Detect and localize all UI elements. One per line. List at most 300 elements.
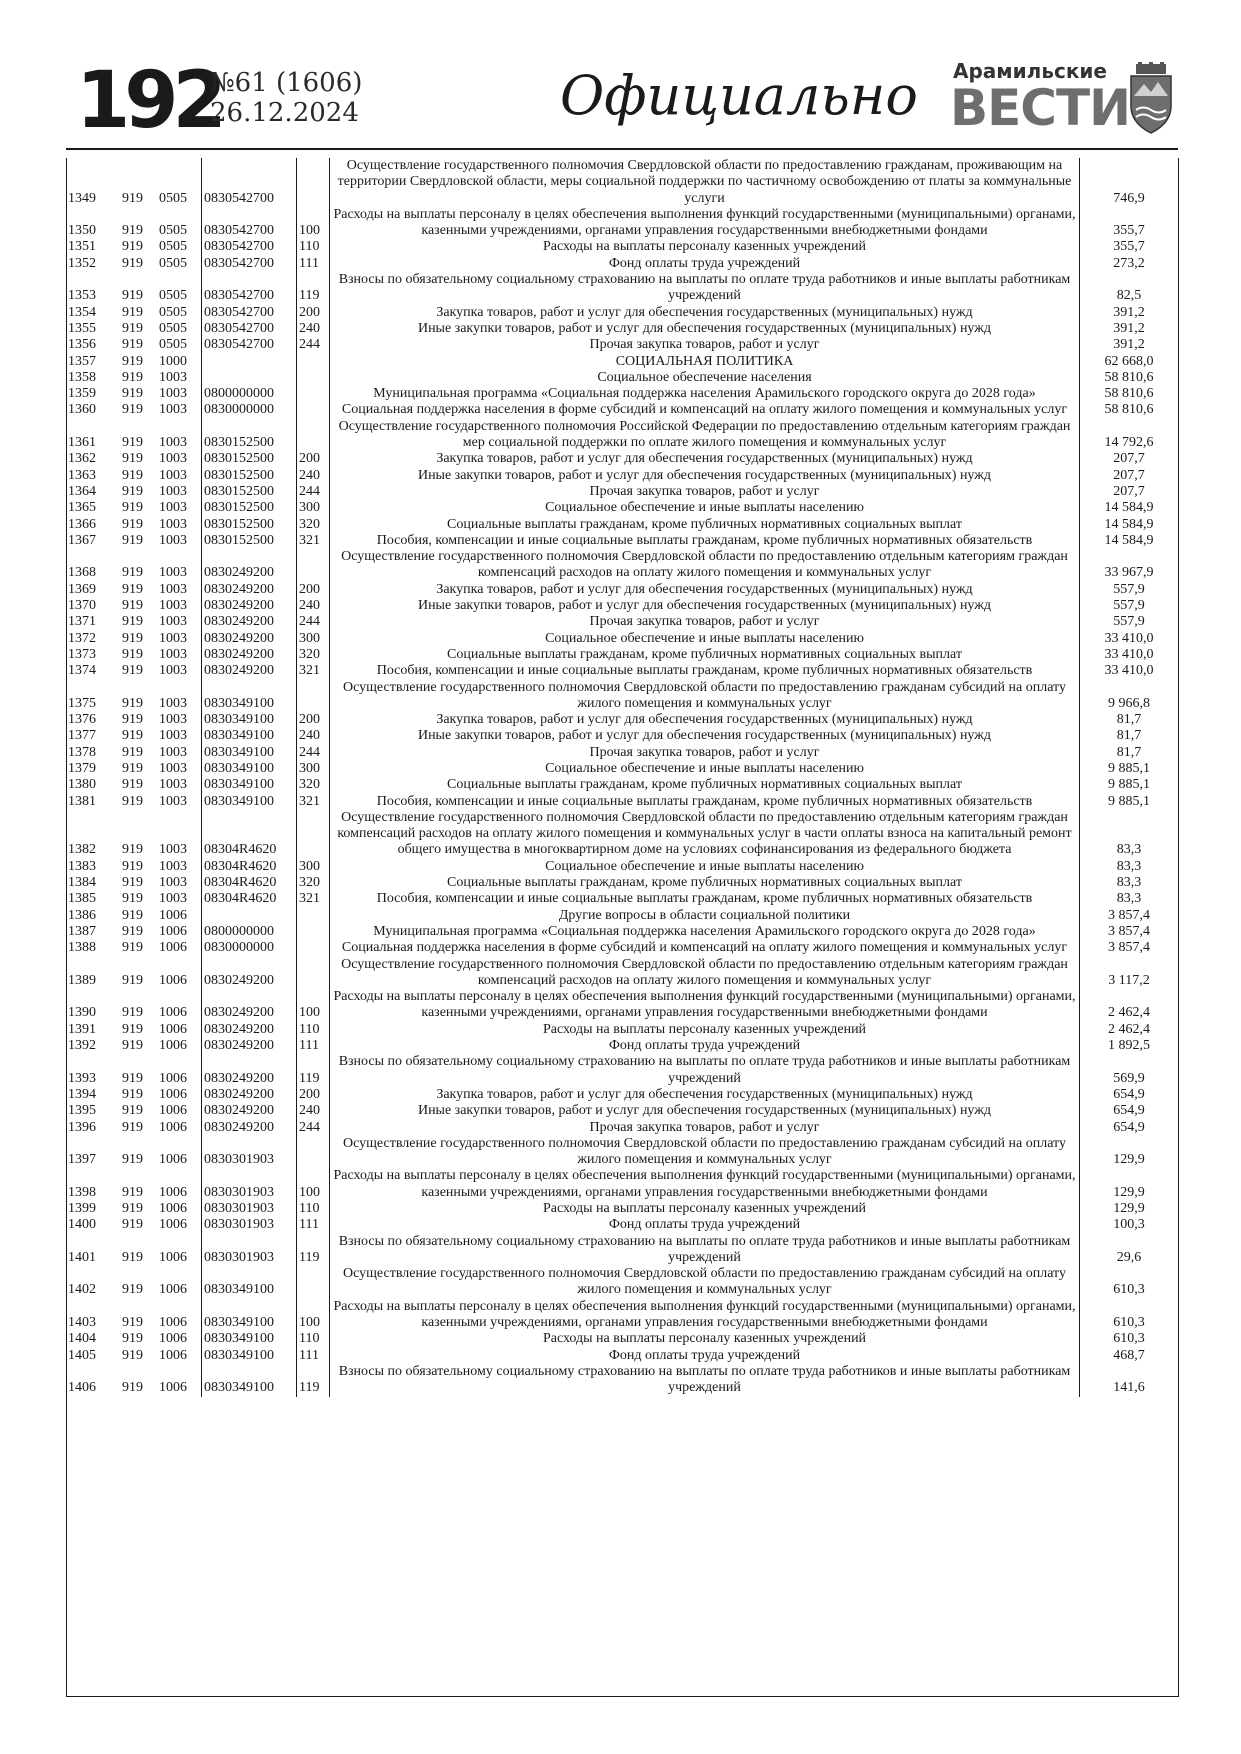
admin-code: 919: [122, 760, 143, 776]
admin-code: 919: [122, 304, 143, 320]
expense-type-code: 111: [297, 1038, 330, 1054]
table-row: [66, 1136, 1178, 1169]
row-number: 1400: [68, 1217, 96, 1233]
expense-name: Социальное обеспечение и иные выплаты населению: [330, 631, 1080, 647]
amount: 81,7: [1116, 728, 1142, 744]
amount: 207,7: [1113, 451, 1145, 467]
coat-of-arms-icon: [1128, 62, 1174, 134]
admin-code: 919: [122, 695, 143, 711]
expense-name: Социальное обеспечение населения: [330, 370, 1080, 386]
expense-name: Взносы по обязательному социальному страхованию на выплаты по оплате труда работников и иные выплаты работникам учреждений: [330, 1364, 1080, 1397]
table-frame-bottom: [66, 1696, 1179, 1697]
section-code: 1006: [157, 1201, 202, 1217]
table-row: [66, 386, 1178, 402]
row-number: 1403: [68, 1315, 96, 1331]
amount: 3 117,2: [1108, 972, 1150, 988]
amount: 83,3: [1116, 891, 1142, 907]
admin-code: 919: [122, 598, 143, 614]
expense-type-code: [297, 158, 330, 207]
expense-type-code: 244: [297, 614, 330, 630]
table-row: [66, 1331, 1178, 1347]
row-number: 1379: [68, 760, 96, 776]
section-code: 1003: [157, 810, 202, 859]
admin-code: 919: [122, 190, 143, 206]
table-row: [66, 402, 1178, 418]
expense-type-code: 321: [297, 891, 330, 907]
row-number: 1383: [68, 858, 96, 874]
admin-code: 919: [122, 646, 143, 662]
row-number: 1377: [68, 728, 96, 744]
section-code: 1003: [157, 777, 202, 793]
row-number: 1378: [68, 744, 96, 760]
target-code: 0830152500: [202, 533, 297, 549]
table-row: [66, 517, 1178, 533]
section-code: 1003: [157, 468, 202, 484]
amount: 9 885,1: [1108, 760, 1150, 776]
table-row: [66, 875, 1178, 891]
section-code: 1003: [157, 745, 202, 761]
expense-name: Расходы на выплаты персоналу казенных учреждений: [330, 1201, 1080, 1217]
admin-code: 919: [122, 923, 143, 939]
expense-type-code: 110: [297, 1331, 330, 1347]
expense-name: Осуществление государственного полномочия Свердловской области по предоставлению отдельным категориям граждан компенсаций расходов на оплату жилого помещения и коммунальных услуг в части оплаты взноса на капитальный ремонт общего имущества в многоквартирном доме на условиях софинансирования из федерального бюджета: [330, 810, 1080, 859]
expense-type-code: 300: [297, 761, 330, 777]
table-row: [66, 1299, 1178, 1332]
expense-name: Осуществление государственного полномочия Свердловской области по предоставлению гражданам субсидий на оплату жилого помещения и коммунальных услуг: [330, 1266, 1080, 1299]
target-code: 0830349100: [202, 1364, 297, 1397]
section-code: 1006: [157, 1103, 202, 1119]
header-rule: [66, 148, 1178, 150]
admin-code: 919: [122, 223, 143, 239]
amount: 14 584,9: [1104, 532, 1154, 548]
section-code: 1003: [157, 647, 202, 663]
row-number: 1387: [68, 923, 96, 939]
page-header: [68, 56, 1178, 146]
admin-code: 919: [122, 337, 143, 353]
admin-code: 919: [122, 744, 143, 760]
expense-type-code: [297, 386, 330, 402]
row-number: 1373: [68, 646, 96, 662]
row-number: 1405: [68, 1347, 96, 1363]
expense-name: Иные закупки товаров, работ и услуг для обеспечения государственных (муниципальных) нужд: [330, 598, 1080, 614]
expense-name: Прочая закупка товаров, работ и услуг: [330, 484, 1080, 500]
target-code: 0830249200: [202, 957, 297, 990]
admin-code: 919: [122, 614, 143, 630]
expense-name: Закупка товаров, работ и услуг для обеспечения государственных (муниципальных) нужд: [330, 1087, 1080, 1103]
table-row: [66, 500, 1178, 516]
table-row: [66, 256, 1178, 272]
expense-name: Расходы на выплаты персоналу в целях обеспечения выполнения функций государственными (муниципальными) органами, казенными учреждениями, органами управления государственными внебюджетными фондами: [330, 207, 1080, 240]
expense-name: Расходы на выплаты персоналу в целях обеспечения выполнения функций государственными (муниципальными) органами, казенными учреждениями, органами управления государственными внебюджетными фондами: [330, 1299, 1080, 1332]
table-row: [66, 272, 1178, 305]
expense-type-code: 119: [297, 1054, 330, 1087]
admin-code: 919: [122, 467, 143, 483]
row-number: 1362: [68, 451, 96, 467]
row-number: 1398: [68, 1184, 96, 1200]
table-row: [66, 484, 1178, 500]
amount: 33 410,0: [1104, 663, 1154, 679]
row-number: 1364: [68, 483, 96, 499]
expense-name: Взносы по обязательному социальному страхованию на выплаты по оплате труда работников и иные выплаты работникам учреждений: [330, 272, 1080, 305]
table-row: [66, 631, 1178, 647]
row-number: 1352: [68, 255, 96, 271]
amount: 58 810,6: [1104, 369, 1154, 385]
expense-name: Прочая закупка товаров, работ и услуг: [330, 337, 1080, 353]
section-code: 1006: [157, 989, 202, 1022]
row-number: 1404: [68, 1331, 96, 1347]
amount: 141,6: [1113, 1380, 1145, 1396]
row-number: 1385: [68, 891, 96, 907]
row-number: 1356: [68, 337, 96, 353]
row-number: 1389: [68, 972, 96, 988]
row-number: 1390: [68, 1005, 96, 1021]
admin-code: 919: [122, 1282, 143, 1298]
table-row: [66, 680, 1178, 713]
row-number: 1355: [68, 320, 96, 336]
table-row: [66, 533, 1178, 549]
row-number: 1386: [68, 907, 96, 923]
target-code: 0830542700: [202, 256, 297, 272]
target-code: 0830249200: [202, 1120, 297, 1136]
row-number: 1358: [68, 369, 96, 385]
admin-code: 919: [122, 1217, 143, 1233]
expense-name: Другие вопросы в области социальной политики: [330, 908, 1080, 924]
expense-type-code: [297, 957, 330, 990]
section-code: 1003: [157, 517, 202, 533]
amount: 129,9: [1113, 1201, 1145, 1216]
section-code: 1003: [157, 533, 202, 549]
expense-name: Расходы на выплаты персоналу казенных учреждений: [330, 239, 1080, 255]
expense-name: Пособия, компенсации и иные социальные выплаты гражданам, кроме публичных нормативных обязательств: [330, 663, 1080, 679]
issue-info: [210, 68, 362, 128]
target-code: 0830349100: [202, 745, 297, 761]
admin-code: 919: [122, 891, 143, 907]
row-number: 1380: [68, 777, 96, 793]
expense-name: Расходы на выплаты персоналу казенных учреждений: [330, 1022, 1080, 1038]
table-row: [66, 777, 1178, 793]
expense-name: Социальные выплаты гражданам, кроме публичных нормативных социальных выплат: [330, 875, 1080, 891]
target-code: 0830542700: [202, 158, 297, 207]
section-code: 1006: [157, 940, 202, 956]
admin-code: 919: [122, 565, 143, 581]
expense-name: Расходы на выплаты персоналу в целях обеспечения выполнения функций государственными (муниципальными) органами, казенными учреждениями, органами управления государственными внебюджетными фондами: [330, 1168, 1080, 1201]
amount: 81,7: [1116, 712, 1142, 728]
admin-code: 919: [122, 1184, 143, 1200]
section-code: 1006: [157, 1299, 202, 1332]
expense-type-code: [297, 549, 330, 582]
expense-type-code: 110: [297, 1022, 330, 1038]
expense-type-code: 200: [297, 1087, 330, 1103]
amount: 557,9: [1113, 614, 1145, 630]
expense-name: Социальные выплаты гражданам, кроме публичных нормативных социальных выплат: [330, 517, 1080, 533]
amount: 33 410,0: [1104, 630, 1154, 646]
table-row: [66, 1120, 1178, 1136]
table-row: [66, 305, 1178, 321]
amount: 14 792,6: [1104, 435, 1154, 451]
admin-code: 919: [122, 353, 143, 369]
section-code: 1006: [157, 1054, 202, 1087]
budget-expenditure-table: [66, 158, 1178, 1397]
logo-main-text: ВЕСТИ: [950, 79, 1130, 137]
expense-type-code: [297, 370, 330, 386]
table-row: [66, 207, 1178, 240]
target-code: 0830349100: [202, 777, 297, 793]
amount: 100,3: [1113, 1217, 1145, 1233]
amount: 207,7: [1113, 483, 1145, 499]
expense-name: Осуществление государственного полномочия Свердловской области по предоставлению гражданам, проживающим на территории Свердловской области, меры социальной поддержки по частичному освобождению от платы за коммунальные услуги: [330, 158, 1080, 207]
admin-code: 919: [122, 1119, 143, 1135]
section-code: 0505: [157, 305, 202, 321]
admin-code: 919: [122, 858, 143, 874]
row-number: 1381: [68, 793, 96, 809]
expense-type-code: 200: [297, 451, 330, 467]
expense-type-code: 300: [297, 631, 330, 647]
expense-name: Иные закупки товаров, работ и услуг для обеспечения государственных (муниципальных) нужд: [330, 1103, 1080, 1119]
target-code: 0800000000: [202, 386, 297, 402]
target-code: 0830349100: [202, 1266, 297, 1299]
row-number: 1361: [68, 435, 96, 451]
admin-code: 919: [122, 1103, 143, 1119]
expense-type-code: 320: [297, 517, 330, 533]
table-row: [66, 728, 1178, 744]
target-code: 0830349100: [202, 794, 297, 810]
admin-code: 919: [122, 712, 143, 728]
expense-type-code: 320: [297, 647, 330, 663]
target-code: 0830542700: [202, 321, 297, 337]
amount: 58 810,6: [1104, 402, 1154, 418]
row-number: 1370: [68, 598, 96, 614]
amount: 14 584,9: [1104, 500, 1154, 516]
expense-name: Пособия, компенсации и иные социальные выплаты гражданам, кроме публичных нормативных обязательств: [330, 891, 1080, 907]
table-row: [66, 370, 1178, 386]
target-code: 0830249200: [202, 989, 297, 1022]
expense-name: Социальное обеспечение и иные выплаты населению: [330, 859, 1080, 875]
expense-type-code: 320: [297, 777, 330, 793]
admin-code: 919: [122, 1021, 143, 1037]
table-row: [66, 239, 1178, 255]
table-row: [66, 1364, 1178, 1397]
expense-name: Социальная поддержка населения в форме субсидий и компенсаций на оплату жилого помещения и коммунальных услуг: [330, 402, 1080, 418]
expense-type-code: [297, 940, 330, 956]
amount: 129,9: [1113, 1184, 1145, 1200]
expense-type-code: 111: [297, 256, 330, 272]
row-number: 1357: [68, 353, 96, 369]
amount: 62 668,0: [1104, 353, 1154, 369]
expense-name: Осуществление государственного полномочия Свердловской области по предоставлению гражданам субсидий на оплату жилого помещения и коммунальных услуг: [330, 680, 1080, 713]
section-code: 1000: [157, 354, 202, 370]
admin-code: 919: [122, 1380, 143, 1396]
target-code: 0830349100: [202, 1331, 297, 1347]
target-code: 0830152500: [202, 451, 297, 467]
admin-code: 919: [122, 728, 143, 744]
expense-type-code: 244: [297, 484, 330, 500]
expense-type-code: 320: [297, 875, 330, 891]
target-code: 0830349100: [202, 712, 297, 728]
target-code: 0830301903: [202, 1201, 297, 1217]
section-code: 1006: [157, 1217, 202, 1233]
expense-name: Осуществление государственного полномочия Свердловской области по предоставлению гражданам субсидий на оплату жилого помещения и коммунальных услуг: [330, 1136, 1080, 1169]
target-code: [202, 908, 297, 924]
target-code: [202, 370, 297, 386]
section-code: 1003: [157, 631, 202, 647]
target-code: 0830000000: [202, 402, 297, 418]
target-code: 0830301903: [202, 1217, 297, 1233]
table-row: [66, 321, 1178, 337]
table-row: [66, 859, 1178, 875]
admin-code: 919: [122, 320, 143, 336]
expense-name: Фонд оплаты труда учреждений: [330, 1217, 1080, 1233]
target-code: 0830152500: [202, 517, 297, 533]
expense-type-code: 321: [297, 533, 330, 549]
section-code: 1003: [157, 875, 202, 891]
page-number: 192: [76, 56, 221, 146]
target-code: 0830249200: [202, 631, 297, 647]
row-number: 1396: [68, 1119, 96, 1135]
expense-name: Пособия, компенсации и иные социальные выплаты гражданам, кроме публичных нормативных обязательств: [330, 533, 1080, 549]
amount: 355,7: [1113, 223, 1145, 239]
amount: 654,9: [1113, 1119, 1145, 1135]
section-code: 0505: [157, 239, 202, 255]
section-code: 1006: [157, 1234, 202, 1267]
expense-type-code: 119: [297, 272, 330, 305]
target-code: 0830152500: [202, 500, 297, 516]
expense-name: Иные закупки товаров, работ и услуг для обеспечения государственных (муниципальных) нужд: [330, 728, 1080, 744]
section-code: 1006: [157, 1348, 202, 1364]
expense-type-code: 240: [297, 468, 330, 484]
expense-type-code: 111: [297, 1348, 330, 1364]
target-code: 0830349100: [202, 761, 297, 777]
amount: 654,9: [1113, 1103, 1145, 1119]
table-row: [66, 924, 1178, 940]
row-number: 1399: [68, 1201, 96, 1216]
table-row: [66, 549, 1178, 582]
amount: 129,9: [1113, 1152, 1145, 1168]
table-row: [66, 794, 1178, 810]
expense-name: Муниципальная программа «Социальная поддержка населения Арамильского городского округа до 2028 года»: [330, 924, 1080, 940]
target-code: 0830542700: [202, 272, 297, 305]
amount: 1 892,5: [1108, 1038, 1150, 1054]
row-number: 1369: [68, 581, 96, 597]
section-code: 1006: [157, 1120, 202, 1136]
expense-type-code: 200: [297, 712, 330, 728]
table-row: [66, 891, 1178, 907]
expense-name: Муниципальная программа «Социальная поддержка населения Арамильского городского округа до 2028 года»: [330, 386, 1080, 402]
row-number: 1349: [68, 190, 96, 206]
expense-name: Социальная поддержка населения в форме субсидий и компенсаций на оплату жилого помещения и коммунальных услуг: [330, 940, 1080, 956]
target-code: 0830249200: [202, 1087, 297, 1103]
section-code: 1003: [157, 549, 202, 582]
section-code: 1003: [157, 663, 202, 679]
amount: 9 885,1: [1108, 777, 1150, 793]
row-number: 1351: [68, 239, 96, 255]
expense-type-code: 244: [297, 745, 330, 761]
section-code: 1003: [157, 598, 202, 614]
target-code: 0830542700: [202, 239, 297, 255]
expense-name: Фонд оплаты труда учреждений: [330, 256, 1080, 272]
newspaper-logo: [950, 59, 1130, 137]
amount: 391,2: [1113, 320, 1145, 336]
row-number: 1401: [68, 1249, 96, 1265]
admin-code: 919: [122, 435, 143, 451]
expense-type-code: [297, 680, 330, 713]
expense-type-code: 119: [297, 1234, 330, 1267]
expense-name: Осуществление государственного полномочия Российской Федерации по предоставлению отдельным категориям граждан мер социальной поддержки по оплате жилого помещения и коммунальных услуг: [330, 419, 1080, 452]
target-code: 0830249200: [202, 1022, 297, 1038]
table-row: [66, 419, 1178, 452]
table-row: [66, 663, 1178, 679]
section-code: 1003: [157, 794, 202, 810]
target-code: 0800000000: [202, 924, 297, 940]
target-code: 0830152500: [202, 468, 297, 484]
admin-code: 919: [122, 581, 143, 597]
section-code: 1003: [157, 370, 202, 386]
amount: 468,7: [1113, 1347, 1145, 1363]
table-row: [66, 1022, 1178, 1038]
expense-name: Фонд оплаты труда учреждений: [330, 1348, 1080, 1364]
row-number: 1395: [68, 1103, 96, 1119]
amount: 746,9: [1113, 190, 1145, 206]
expense-name: Пособия, компенсации и иные социальные выплаты гражданам, кроме публичных нормативных обязательств: [330, 794, 1080, 810]
expense-name: Закупка товаров, работ и услуг для обеспечения государственных (муниципальных) нужд: [330, 582, 1080, 598]
admin-code: 919: [122, 500, 143, 516]
table-row: [66, 1103, 1178, 1119]
target-code: 0830249200: [202, 1054, 297, 1087]
row-number: 1360: [68, 402, 96, 418]
table-row: [66, 598, 1178, 614]
section-code: 0505: [157, 321, 202, 337]
expense-name: Расходы на выплаты персоналу в целях обеспечения выполнения функций государственными (муниципальными) органами, казенными учреждениями, органами управления государственными внебюджетными фондами: [330, 989, 1080, 1022]
target-code: 0830249200: [202, 1103, 297, 1119]
expense-name: Прочая закупка товаров, работ и услуг: [330, 745, 1080, 761]
target-code: 08304R4620: [202, 875, 297, 891]
admin-code: 919: [122, 516, 143, 532]
expense-type-code: [297, 1136, 330, 1169]
section-code: 1006: [157, 1331, 202, 1347]
expense-type-code: 110: [297, 1201, 330, 1217]
expense-type-code: 100: [297, 1299, 330, 1332]
target-code: 0830152500: [202, 419, 297, 452]
row-number: 1388: [68, 940, 96, 956]
target-code: 0830152500: [202, 484, 297, 500]
target-code: 0830249200: [202, 663, 297, 679]
section-code: 1006: [157, 1087, 202, 1103]
amount: 83,3: [1116, 858, 1142, 874]
admin-code: 919: [122, 630, 143, 646]
row-number: 1384: [68, 875, 96, 891]
row-number: 1366: [68, 516, 96, 532]
admin-code: 919: [122, 940, 143, 956]
expense-type-code: 240: [297, 598, 330, 614]
row-number: 1397: [68, 1152, 96, 1168]
expense-type-code: [297, 419, 330, 452]
expense-name: Социальное обеспечение и иные выплаты населению: [330, 761, 1080, 777]
row-number: 1376: [68, 712, 96, 728]
issue-date: 26.12.2024: [210, 98, 359, 128]
expense-type-code: 110: [297, 239, 330, 255]
admin-code: 919: [122, 842, 143, 858]
expense-name: Прочая закупка товаров, работ и услуг: [330, 614, 1080, 630]
expense-type-code: 100: [297, 989, 330, 1022]
admin-code: 919: [122, 255, 143, 271]
table-row: [66, 1348, 1178, 1364]
section-code: 1006: [157, 1364, 202, 1397]
expense-type-code: 200: [297, 305, 330, 321]
expense-name: Прочая закупка товаров, работ и услуг: [330, 1120, 1080, 1136]
row-number: 1368: [68, 565, 96, 581]
section-code: 0505: [157, 158, 202, 207]
admin-code: 919: [122, 1331, 143, 1347]
admin-code: 919: [122, 1249, 143, 1265]
